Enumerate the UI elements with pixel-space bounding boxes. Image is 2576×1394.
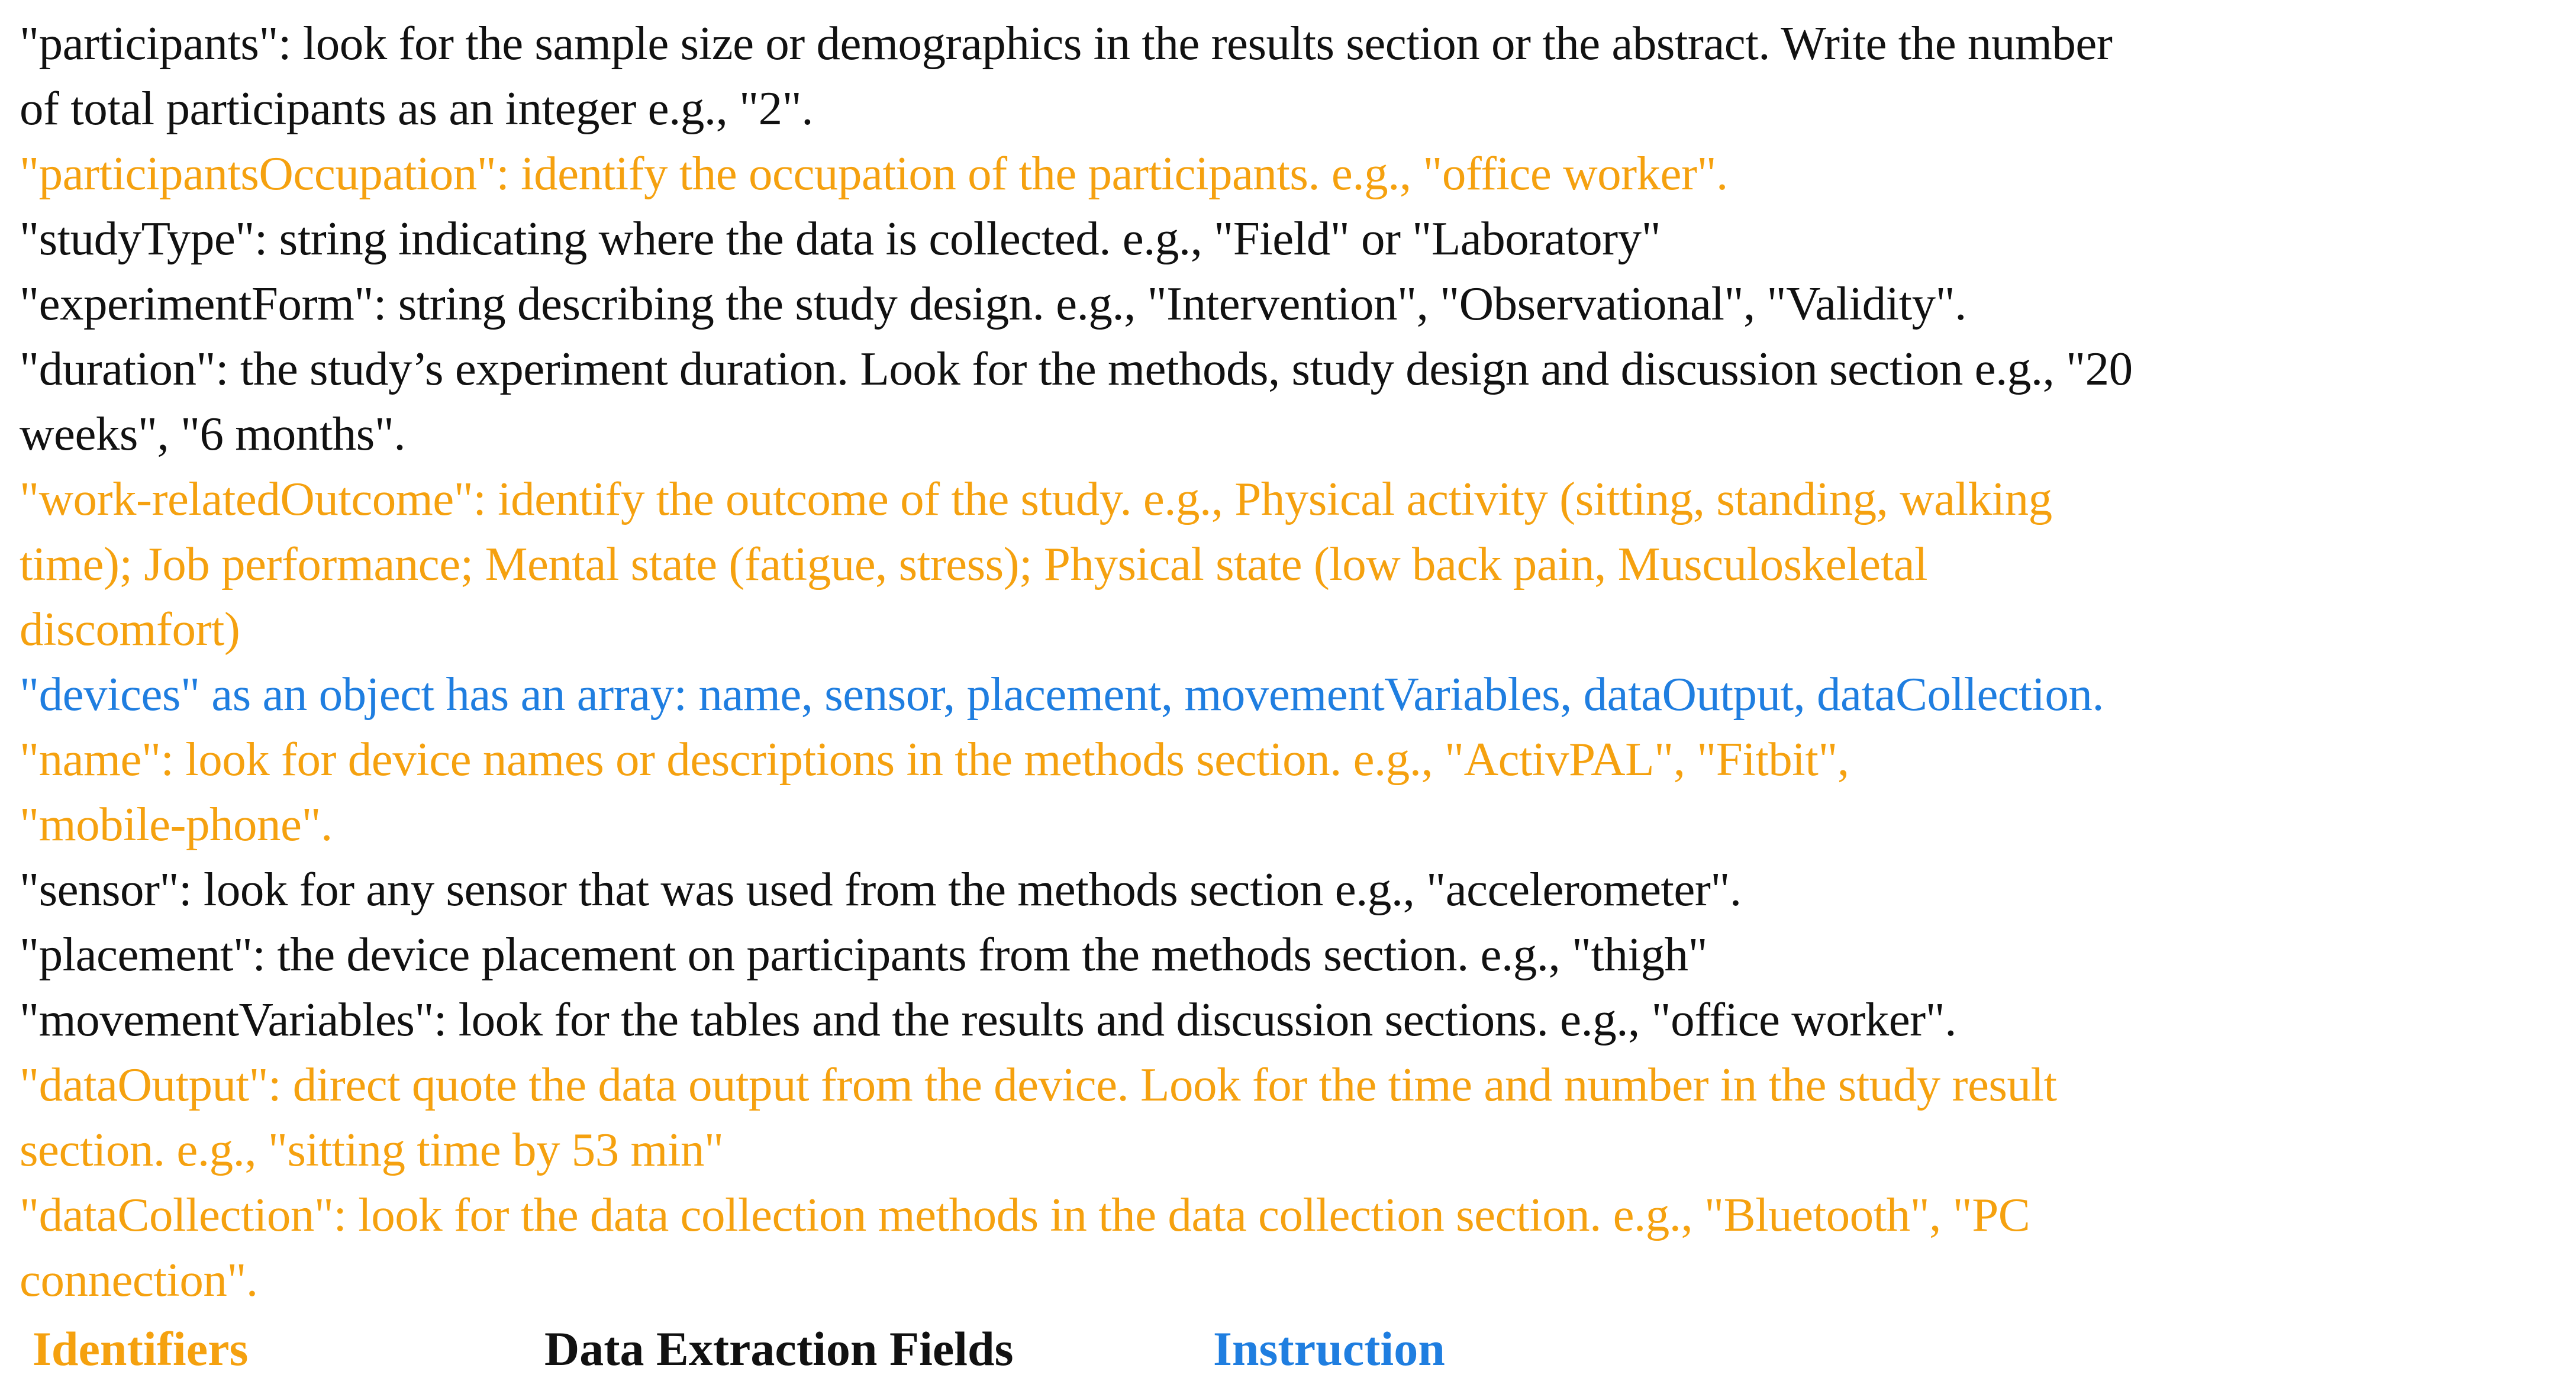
text-line-data-output-1: "dataOutput": direct quote the data output from the device. Look for the time and number in the study result bbox=[20, 1058, 2057, 1111]
text-line-data-output-2: section. e.g., "sitting time by 53 min" bbox=[20, 1123, 724, 1176]
text-line-name-2: "mobile-phone". bbox=[20, 798, 333, 851]
text-line-placement: "placement": the device placement on participants from the methods section. e.g., "thigh" bbox=[20, 928, 1708, 981]
text-line-name-1: "name": look for device names or descriptions in the methods section. e.g., "ActivPAL", "Fitbit", bbox=[20, 733, 1849, 786]
text-line-data-collection-2: connection". bbox=[20, 1253, 258, 1306]
text-line-sensor: "sensor": look for any sensor that was used from the methods section e.g., "accelerometer". bbox=[20, 863, 1742, 916]
text-line-movement-variables: "movementVariables": look for the tables and the results and discussion sections. e.g., "office worker". bbox=[20, 993, 1956, 1046]
text-line-work-outcome-2: time); Job performance; Mental state (fatigue, stress); Physical state (low back pain, Musculoskeletal bbox=[20, 537, 1928, 590]
text-line-participants-1: "participants": look for the sample size or demographics in the results section or the abstract. Write the number bbox=[20, 17, 2113, 70]
text-line-participants-2: of total participants as an integer e.g., "2". bbox=[20, 82, 813, 135]
text-line-work-outcome-1: "work-relatedOutcome": identify the outcome of the study. e.g., Physical activity (sitting, standing, walking bbox=[20, 472, 2052, 525]
text-line-duration-1: "duration": the study’s experiment duration. Look for the methods, study design and discussion section e.g., "20 bbox=[20, 342, 2133, 395]
text-line-data-collection-1: "dataCollection": look for the data collection methods in the data collection section. e.g., "Bluetooth", "PC bbox=[20, 1188, 2030, 1241]
text-line-work-outcome-3: discomfort) bbox=[20, 602, 240, 656]
text-line-devices: "devices" as an object has an array: name, sensor, placement, movementVariables, dataOutput, dataCollection. bbox=[20, 667, 2104, 721]
legend-identifiers: Identifiers bbox=[33, 1322, 249, 1376]
text-line-duration-2: weeks", "6 months". bbox=[20, 407, 406, 460]
text-line-participants-occupation: "participantsOccupation": identify the occupation of the participants. e.g., "office worker". bbox=[20, 147, 1728, 200]
legend-data-extraction-fields: Data Extraction Fields bbox=[544, 1322, 1014, 1376]
text-line-experiment-form: "experimentForm": string describing the study design. e.g., "Intervention", "Observational", "Validity". bbox=[20, 277, 1966, 330]
legend-instruction: Instruction bbox=[1213, 1322, 1445, 1376]
text-line-study-type: "studyType": string indicating where the data is collected. e.g., "Field" or "Laboratory" bbox=[20, 212, 1661, 265]
